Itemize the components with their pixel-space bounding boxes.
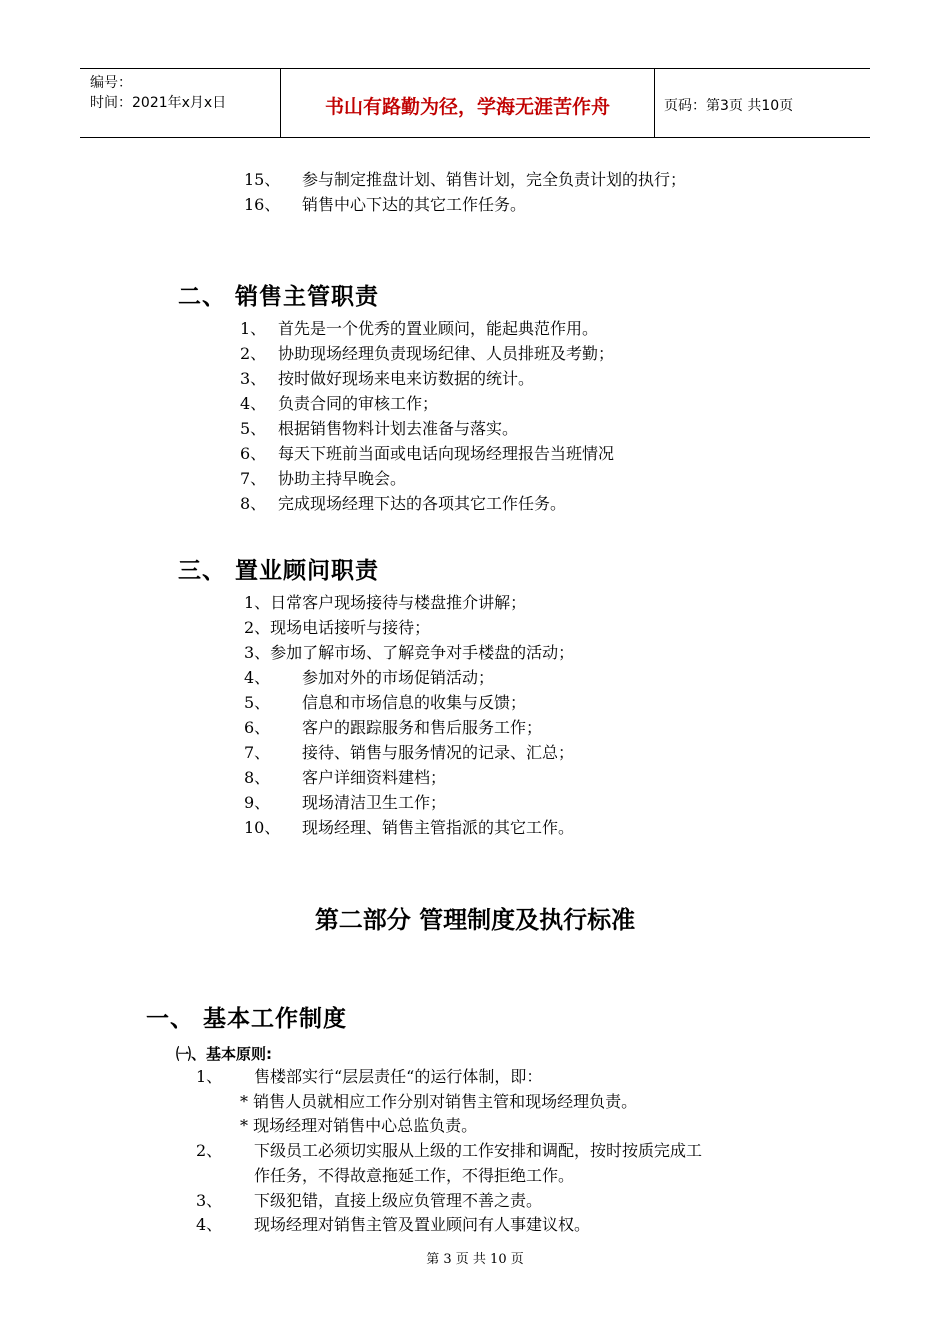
item-number: 5、 bbox=[240, 419, 267, 438]
item-number: 9、 bbox=[244, 793, 271, 812]
page-header bbox=[80, 68, 870, 138]
item-number: 4、 bbox=[240, 394, 267, 413]
item-text: 按时做好现场来电来访数据的统计。 bbox=[278, 369, 535, 388]
item-number: 6、 bbox=[240, 444, 267, 463]
item-number: 1、 bbox=[196, 1067, 223, 1086]
page-footer: 第 3 页 共 10 页 bbox=[426, 1252, 524, 1267]
item-text: 协助主持早晚会。 bbox=[278, 469, 407, 488]
item-text: 负责合同的审核工作； bbox=[278, 394, 439, 413]
subsection-heading: ㈠、基本原则: bbox=[176, 1045, 272, 1063]
item-number: 8、 bbox=[244, 768, 271, 787]
part-title: 第二部分 管理制度及执行标准 bbox=[314, 906, 636, 934]
item-number: 4、 bbox=[244, 668, 271, 687]
item-number: 7、 bbox=[244, 743, 271, 762]
doc-code-label: 编号： bbox=[90, 75, 132, 91]
bullet-item: * 现场经理对销售中心总监负责。 bbox=[240, 1116, 478, 1135]
header-right-cell bbox=[654, 69, 870, 137]
item-text: 客户详细资料建档； bbox=[302, 768, 447, 787]
header-motto-cell bbox=[280, 69, 655, 137]
item-text: 参加对外的市场促销活动； bbox=[302, 668, 495, 687]
item-text-continued: 作任务，不得故意拖延工作，不得拒绝工作。 bbox=[254, 1166, 575, 1185]
item-text: 现场经理、销售主管指派的其它工作。 bbox=[302, 818, 575, 837]
list-item: 1、日常客户现场接待与楼盘推介讲解； bbox=[244, 593, 527, 612]
item-text: 首先是一个优秀的置业顾问，能起典范作用。 bbox=[278, 319, 599, 338]
section-heading: 一、 基本工作制度 bbox=[146, 1006, 348, 1032]
item-number: 3、 bbox=[196, 1191, 223, 1210]
item-text: 信息和市场信息的收集与反馈； bbox=[302, 693, 527, 712]
item-number: 2、 bbox=[196, 1141, 223, 1160]
list-item: 3、参加了解市场、了解竞争对手楼盘的活动； bbox=[244, 643, 575, 662]
item-text: 协助现场经理负责现场纪律、人员排班及考勤； bbox=[278, 344, 615, 363]
item-text: 客户的跟踪服务和售后服务工作； bbox=[302, 718, 543, 737]
item-text: 每天下班前当面或电话向现场经理报告当班情况 bbox=[278, 444, 615, 463]
item-number: 4、 bbox=[196, 1215, 223, 1234]
item-number: 15、 bbox=[244, 170, 281, 189]
item-text: 售楼部实行“层层责任“的运行体制，即： bbox=[254, 1067, 543, 1086]
item-number: 2、 bbox=[240, 344, 267, 363]
doc-date-label: 时间：2021年x月x日 bbox=[90, 95, 227, 111]
item-number: 10、 bbox=[244, 818, 281, 837]
item-number: 8、 bbox=[240, 494, 267, 513]
item-text: 现场经理对销售主管及置业顾问有人事建议权。 bbox=[254, 1215, 591, 1234]
item-number: 1、 bbox=[240, 319, 267, 338]
item-text: 销售中心下达的其它工作任务。 bbox=[302, 195, 527, 214]
item-number: 6、 bbox=[244, 718, 271, 737]
item-text: 完成现场经理下达的各项其它工作任务。 bbox=[278, 494, 567, 513]
section-heading: 三、 置业顾问职责 bbox=[178, 558, 380, 584]
item-text: 接待、销售与服务情况的记录、汇总； bbox=[302, 743, 575, 762]
item-text: 下级员工必须切实服从上级的工作安排和调配，按时按质完成工 bbox=[254, 1141, 703, 1160]
item-text: 现场清洁卫生工作； bbox=[302, 793, 447, 812]
header-page-label: 页码：第3页 共10页 bbox=[664, 98, 794, 114]
item-number: 3、 bbox=[240, 369, 267, 388]
header-motto: 书山有路勤为径，学海无涯苦作舟 bbox=[324, 96, 610, 118]
item-number: 5、 bbox=[244, 693, 271, 712]
item-text: 下级犯错，直接上级应负管理不善之责。 bbox=[254, 1191, 543, 1210]
item-text: 根据销售物料计划去准备与落实。 bbox=[278, 419, 519, 438]
item-number: 7、 bbox=[240, 469, 267, 488]
list-item: 2、现场电话接听与接待； bbox=[244, 618, 431, 637]
header-left-cell bbox=[80, 69, 280, 137]
bullet-item: * 销售人员就相应工作分别对销售主管和现场经理负责。 bbox=[240, 1092, 638, 1111]
item-text: 参与制定推盘计划、销售计划，完全负责计划的执行； bbox=[302, 170, 687, 189]
item-number: 16、 bbox=[244, 195, 281, 214]
section-heading: 二、 销售主管职责 bbox=[178, 284, 380, 310]
